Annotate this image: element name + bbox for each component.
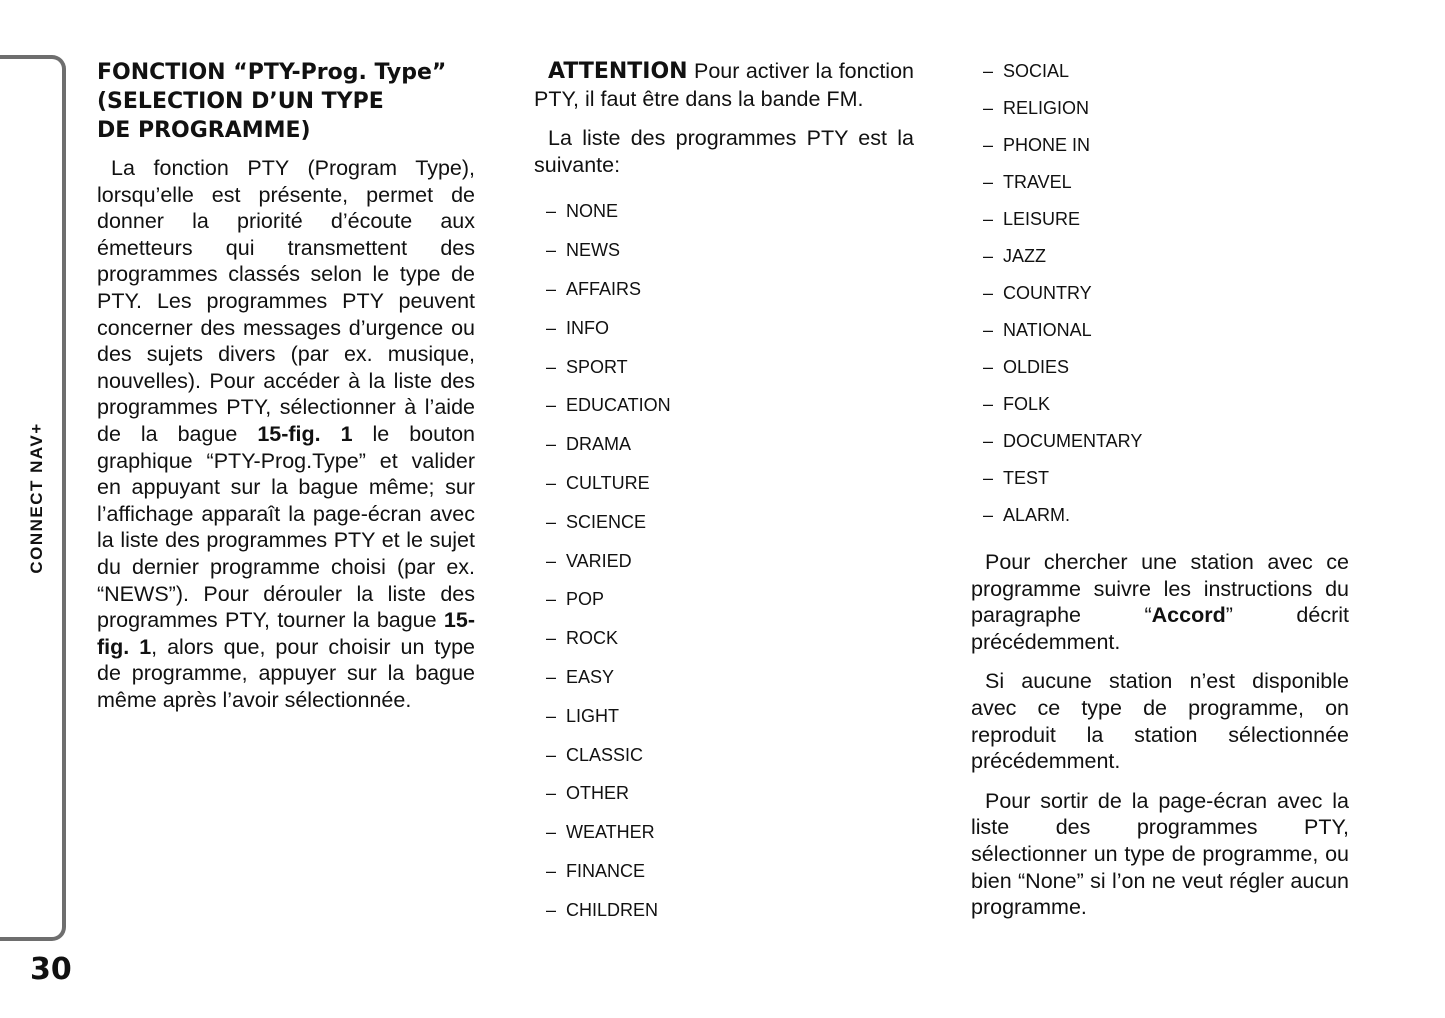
list-dash: –: [983, 320, 994, 340]
pty-item-label: NATIONAL: [1003, 320, 1092, 340]
pty-list-item: [983, 280, 1349, 317]
pty-list-item: [546, 386, 914, 425]
pty-list-item: [546, 580, 914, 619]
pty-list-item: [546, 891, 914, 930]
pty-description-paragraph: [97, 155, 475, 713]
pty-list-item: [546, 348, 914, 387]
attention-label: ATTENTION: [548, 59, 688, 84]
pty-list-item: [546, 658, 914, 697]
list-dash: –: [546, 395, 557, 416]
heading-line-3: DE PROGRAMME): [97, 118, 311, 143]
pty-item-label: NONE: [566, 201, 619, 222]
list-dash: –: [983, 98, 994, 118]
list-dash: –: [546, 240, 557, 261]
list-dash: –: [983, 61, 994, 81]
heading-line-1: FONCTION “PTY-Prog. Type”: [97, 60, 447, 85]
text-run: le bouton graphique “PTY-Prog.Type” et valider en appuyant sur la bague même; sur l’affichage apparaît la page-écran avec la liste des programmes PTY et le sujet du dernier programme choisi (par ex. “NEWS”). Pour dérouler la liste des programmes PTY, tourner la bague: [97, 421, 475, 633]
list-dash: –: [546, 705, 557, 726]
pty-item-label: ALARM.: [1003, 505, 1071, 525]
list-dash: –: [983, 394, 994, 414]
attention-text: Pour activer la fonction PTY, il faut être dans la bande FM.: [534, 59, 914, 111]
pty-item-label: COUNTRY: [1003, 283, 1092, 303]
list-dash: –: [546, 278, 557, 299]
pty-item-label: DOCUMENTARY: [1003, 431, 1143, 451]
pty-item-label: EASY: [566, 666, 615, 687]
list-dash: –: [546, 317, 557, 338]
pty-item-label: POP: [566, 589, 605, 610]
pty-list-item: [546, 774, 914, 813]
attention-note: [534, 58, 914, 112]
pty-list-item: [546, 425, 914, 464]
accord-reference: Accord: [1151, 603, 1226, 628]
pty-list-item: [546, 852, 914, 891]
list-dash: –: [546, 511, 557, 532]
page-number: 30: [30, 952, 72, 987]
pty-item-label: PHONE IN: [1003, 135, 1091, 155]
pty-list-item: [983, 58, 1349, 95]
list-dash: –: [546, 434, 557, 455]
column-3: [971, 58, 1349, 934]
pty-list-part-2: [971, 58, 1349, 539]
pty-item-label: ROCK: [566, 628, 619, 649]
pty-item-label: JAZZ: [1003, 246, 1046, 266]
pty-list-item: [983, 132, 1349, 169]
list-dash: –: [546, 472, 557, 493]
pty-list-item: [546, 231, 914, 270]
pty-item-label: AFFAIRS: [566, 278, 642, 299]
list-dash: –: [546, 628, 557, 649]
pty-list-item: [546, 192, 914, 231]
pty-item-label: CULTURE: [566, 472, 650, 493]
exit-instructions-paragraph: Pour sortir de la page-écran avec la liste des programmes PTY, sélectionner un type de programme, ou bien “None” si l’on ne veut régler aucun programme.: [971, 788, 1349, 920]
pty-list-item: [983, 391, 1349, 428]
pty-item-label: NEWS: [566, 240, 620, 261]
pty-list-item: [546, 270, 914, 309]
pty-item-label: WEATHER: [566, 822, 655, 843]
pty-item-label: FOLK: [1003, 394, 1051, 414]
pty-item-label: OTHER: [566, 783, 629, 804]
pty-item-label: SCIENCE: [566, 511, 647, 532]
pty-item-label: SPORT: [566, 356, 628, 377]
search-instructions-paragraph: [971, 549, 1349, 655]
list-dash: –: [983, 172, 994, 192]
list-dash: –: [546, 899, 557, 920]
pty-list-item: [546, 736, 914, 775]
heading-line-2: (SELECTION D’UN TYPE: [97, 89, 384, 114]
pty-list-part-1: [534, 192, 914, 929]
list-dash: –: [546, 666, 557, 687]
list-dash: –: [546, 744, 557, 765]
list-dash: –: [546, 201, 557, 222]
pty-item-label: LIGHT: [566, 705, 620, 726]
list-dash: –: [983, 468, 994, 488]
list-dash: –: [546, 822, 557, 843]
list-dash: –: [983, 135, 994, 155]
pty-list-item: [983, 502, 1349, 539]
pty-item-label: LEISURE: [1003, 209, 1081, 229]
list-dash: –: [546, 783, 557, 804]
pty-list-item: [546, 619, 914, 658]
pty-item-label: EDUCATION: [566, 395, 671, 416]
pty-item-label: CLASSIC: [566, 744, 644, 765]
pty-item-label: TEST: [1003, 468, 1050, 488]
list-dash: –: [546, 356, 557, 377]
figure-reference: 15-fig. 1: [257, 421, 353, 446]
list-dash: –: [983, 283, 994, 303]
pty-item-label: CHILDREN: [566, 899, 659, 920]
pty-list-item: [546, 813, 914, 852]
pty-list-item: [983, 95, 1349, 132]
pty-item-label: VARIED: [566, 550, 632, 571]
figure-reference: 15-fig. 1: [97, 608, 475, 659]
section-heading: [97, 58, 475, 145]
side-tab-label: CONNECT NAV+: [27, 422, 46, 574]
pty-item-label: FINANCE: [566, 860, 646, 881]
pty-item-label: SOCIAL: [1003, 61, 1070, 81]
list-dash: –: [983, 209, 994, 229]
pty-list-item: [983, 243, 1349, 280]
column-1: [97, 58, 475, 726]
column-2: [534, 58, 914, 930]
list-dash: –: [983, 431, 994, 451]
list-intro: La liste des programmes PTY est la suivante:: [534, 126, 914, 177]
pty-list-item: [546, 503, 914, 542]
pty-item-label: RELIGION: [1003, 98, 1090, 118]
text-run: , alors que, pour choisir un type de programme, appuyer sur la bague même après l’avoir sélectionnée.: [97, 634, 475, 712]
text-run: Pour chercher une station avec ce programme suivre les instructions du paragraphe “: [971, 550, 1349, 628]
pty-list-item: [546, 542, 914, 581]
pty-list-item: [983, 169, 1349, 206]
text-run: ” décrit précédemment.: [971, 603, 1349, 654]
list-dash: –: [983, 357, 994, 377]
list-dash: –: [983, 505, 994, 525]
pty-item-label: OLDIES: [1003, 357, 1070, 377]
pty-item-label: DRAMA: [566, 434, 632, 455]
no-station-paragraph: Si aucune station n’est disponible avec ce type de programme, on reproduit la station sélectionnée précédemment.: [971, 669, 1349, 774]
list-dash: –: [546, 589, 557, 610]
list-dash: –: [546, 860, 557, 881]
pty-list-item: [546, 464, 914, 503]
pty-item-label: INFO: [566, 317, 609, 338]
pty-list-item: [983, 428, 1349, 465]
pty-list-item: [983, 317, 1349, 354]
pty-list-item: [546, 697, 914, 736]
text-run: La fonction PTY (Program Type), lorsqu’elle est présente, permet de donner la priorité d’écoute aux émetteurs qui transmettent des programmes classés selon le type de PTY. Les programmes PTY peuvent concerner des messages d’urgence ou des sujets divers (par ex. musique, nouvelles). Pour accéder à la liste des programmes PTY, sélectionner à l’aide de la bague: [97, 156, 475, 446]
pty-list-item: [546, 309, 914, 348]
pty-list-item: [983, 465, 1349, 502]
pty-list-item: [983, 206, 1349, 243]
list-dash: –: [546, 550, 557, 571]
pty-list-item: [983, 354, 1349, 391]
pty-item-label: TRAVEL: [1003, 172, 1072, 192]
list-dash: –: [983, 246, 994, 266]
